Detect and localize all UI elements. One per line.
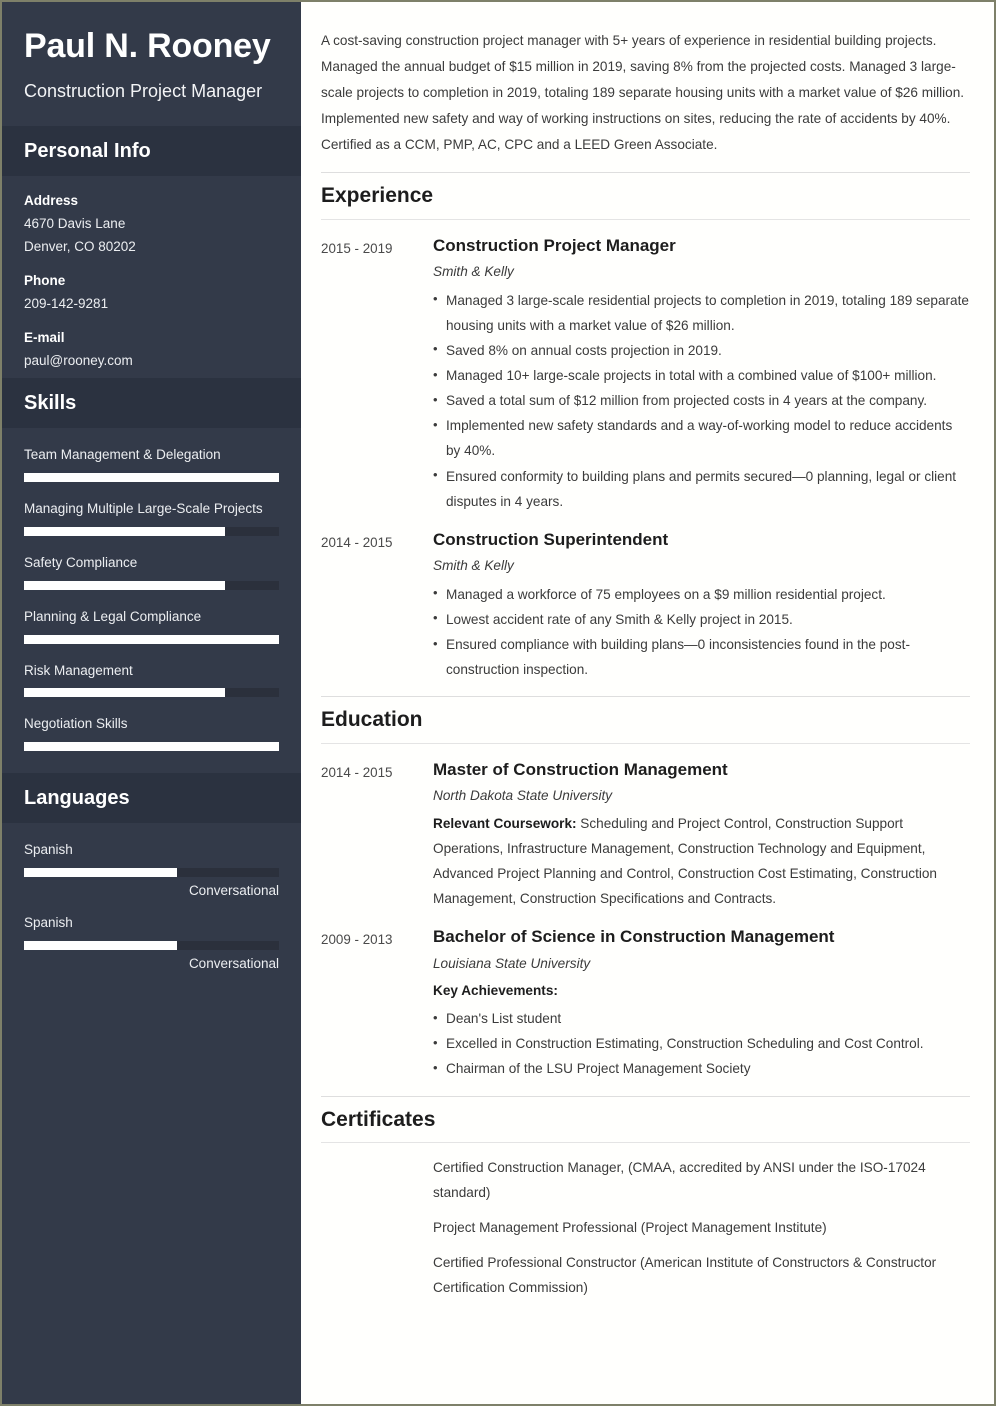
entry-bullet: • Implemented new safety standards and a way-of-working model to reduce accidents by 40%. [433,413,970,463]
certificates-list [321,1155,970,1301]
education-section [321,696,970,1081]
coursework-label: Relevant Coursework: [433,815,577,831]
achievements-label: Key Achievements: [433,983,558,999]
language-item [24,912,279,976]
resume-entry [321,528,970,682]
entry-bullet: • Dean's List student [433,1006,970,1031]
info-label-phone: Phone [24,273,66,289]
skills-body [2,428,301,773]
skills-heading: Skills [2,378,301,428]
skill-item [24,498,279,536]
education-section-title: Education [321,696,970,743]
language-level-fill [24,868,177,877]
skill-item [24,660,279,698]
entry-subtitle: North Dakota State University [433,788,613,804]
entry-body [433,528,970,682]
resume-entry [321,234,970,514]
skill-item [24,713,279,751]
info-value: Denver, CO 80202 [24,239,136,255]
languages-heading: Languages [2,773,301,823]
candidate-job-title: Construction Project Manager [24,80,263,101]
resume-entry [321,758,970,911]
entry-bullet: • Ensured conformity to building plans and permits secured—0 planning, legal or client disputes in 4 years. [433,464,970,514]
coursework-line [433,811,970,912]
personal-info-heading: Personal Info [2,126,301,176]
skill-name: Team Management & Delegation [24,447,221,463]
skill-name: Negotiation Skills [24,716,128,732]
entry-bullet-list [433,1006,970,1081]
language-level-bar [24,941,279,950]
entry-bullet: • Managed a workforce of 75 employees on a $9 million residential project. [433,582,970,607]
entry-title: Bachelor of Science in Construction Management [433,927,835,947]
skill-level-bar [24,688,279,697]
entry-title: Construction Project Manager [433,235,676,255]
skill-level-fill [24,473,279,482]
entry-bullet: • Excelled in Construction Estimating, Construction Scheduling and Cost Control. [433,1031,970,1056]
language-name: Spanish [24,915,73,931]
language-level-label: Conversational [188,883,279,899]
resume-entry [321,925,970,1081]
certificate-item: Certified Professional Constructor (American Institute of Constructors & Constructor Certification Commission) [433,1255,937,1296]
language-level-bar [24,868,279,877]
certificates-section-title: Certificates [321,1096,970,1143]
skill-name: Managing Multiple Large-Scale Projects [24,500,263,516]
entry-bullet: • Saved a total sum of $12 million from projected costs in 4 years at the company. [433,388,970,413]
coursework-text: Scheduling and Project Control, Construction Support Operations, Infrastructure Management, Construction Technology and Equipment, Advanced Project Planning and Control, Construction Cost Estimating, Construction Management, Construction Specifications and Contracts. [433,815,937,906]
experience-section-title: Experience [321,172,970,219]
entry-dates: 2014 - 2015 [321,764,393,780]
professional-summary: A cost-saving construction project manager with 5+ years of experience in residential building projects. Managed the annual budget of $15 million in 2019, saving 8% from the projected costs. Managed 3 large-scale projects to completion in 2019, totaling 189 separate housing units with a market value of $26 million. Implemented new safety and way of working instructions on sites, reducing the rate of accidents by 40%. Certified as a CCM, PMP, AC, CPC and a LEED Green Associate. [321,33,965,153]
skill-level-bar [24,473,279,482]
entry-bullet: • Lowest accident rate of any Smith & Kelly project in 2015. [433,607,970,632]
language-level-label: Conversational [188,956,279,972]
entry-subtitle: Smith & Kelly [433,264,514,280]
experience-section [321,172,970,682]
entry-body [433,925,970,1081]
entry-title: Construction Superintendent [433,529,669,549]
entry-subtitle: Smith & Kelly [433,558,514,574]
entry-dates: 2009 - 2013 [321,932,393,948]
sidebar [2,2,301,1404]
entry-bullet: • Saved 8% on annual costs projection in 2019. [433,338,970,363]
entry-bullet: • Managed 3 large-scale residential projects to completion in 2019, totaling 189 separate housing units with a market value of $26 million. [433,288,970,338]
skill-level-bar [24,742,279,751]
education-entries [321,758,970,1082]
info-value: paul@rooney.com [24,352,133,368]
certificate-item: Project Management Professional (Project Management Institute) [433,1220,827,1236]
entry-title: Master of Construction Management [433,759,728,779]
name-block [2,2,301,126]
candidate-name: Paul N. Rooney [24,27,271,65]
entry-bullet: • Chairman of the LSU Project Management Society [433,1056,970,1081]
info-value: 209-142-9281 [24,296,109,312]
entry-bullet-list [433,288,970,514]
skill-item [24,606,279,644]
skill-level-fill [24,688,225,697]
skill-name: Risk Management [24,662,133,678]
info-value: 4670 Davis Lane [24,216,126,232]
experience-entries [321,234,970,683]
main-content [301,2,994,1404]
skill-level-fill [24,635,279,644]
languages-body [2,823,301,991]
entry-bullet: • Managed 10+ large-scale projects in total with a combined value of $100+ million. [433,363,970,388]
skill-item [24,444,279,482]
skill-level-bar [24,581,279,590]
entry-bullet-list [433,582,970,683]
skill-level-bar [24,635,279,644]
language-item [24,839,279,903]
certificates-section [321,1096,970,1301]
skill-name: Planning & Legal Compliance [24,608,202,624]
entry-body [433,234,970,514]
entry-bullet: • Ensured compliance with building plans—0 inconsistencies found in the post-construction inspection. [433,632,970,682]
skill-level-fill [24,742,279,751]
personal-info-body [2,176,301,378]
info-label-address: Address [24,193,79,209]
certificate-item: Certified Construction Manager, (CMAA, accredited by ANSI under the ISO-17024 standard) [433,1159,926,1200]
info-label-e-mail: E-mail [24,330,65,346]
skill-name: Safety Compliance [24,554,138,570]
language-level-fill [24,941,177,950]
entry-dates: 2015 - 2019 [321,240,393,256]
skill-level-bar [24,527,279,536]
skill-level-fill [24,527,225,536]
entry-dates: 2014 - 2015 [321,534,393,550]
language-name: Spanish [24,842,73,858]
skill-item [24,552,279,590]
skill-level-fill [24,581,225,590]
entry-body [433,758,970,911]
entry-subtitle: Louisiana State University [433,955,591,971]
